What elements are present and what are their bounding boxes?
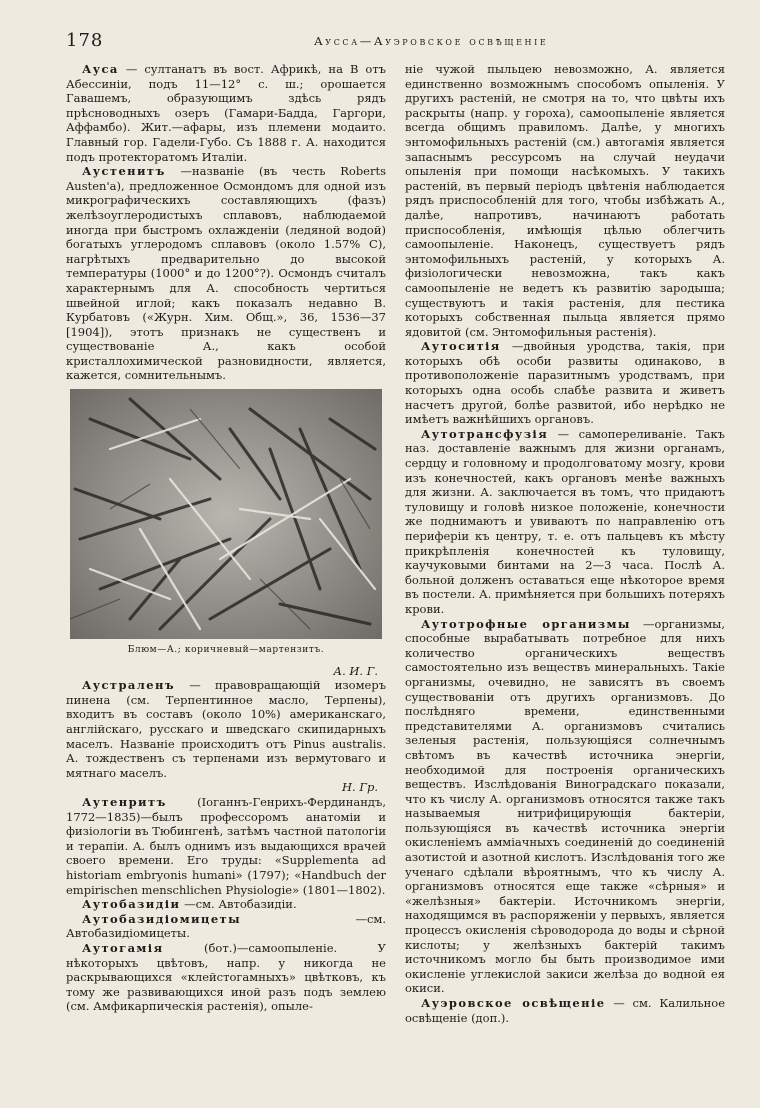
entry-autobazidii [66,897,386,912]
martensite-micrograph [70,389,382,639]
entry-autogamiya-continued: ніе чужой пыльцею невозможно, А. является единственно возможнымъ способомъ опыленія. У другихъ растеній, не смотря на то, что цвѣты ихъ раскрыты (напр. у гороха), самоопыленіе является всегда общимъ правиломъ. Далѣе, у многихъ энтомофильныхъ растеній (см.) автогамія является запаснымъ рессурсомъ на случай неудачи опыленія при помощи насѣкомыхъ. У такихъ растеній, въ первый періодъ цвѣтенія наблюдается рядъ приспособленій для того, чтобы избѣжать А., далѣе, напротивъ, начинаютъ работать приспособленія, имѣющія цѣлью облегчить самоопыленіе. Наконецъ, существуетъ рядъ энтомофильныхъ растеній, у которыхъ А. физіологически невозможна, такъ какъ самоопыленіе не ведетъ къ развитію зародыша; существуютъ и такія растенія, для пестика которыхъ собственная пыльца является прямо ядовитой (см. Энтомофильныя растенія). [405,62,725,339]
entry-autositiya [405,339,725,427]
entry-headword: Аутотрансфузія [421,426,549,441]
entry-auerovskoe [405,996,725,1025]
entry-headword: Аутенритъ [82,795,167,809]
running-head: Аусса—Ауэровское освѣщеніе [314,34,549,48]
entry-body: — султанатъ въ вост. Африкѣ, на В отъ Абессиніи, подъ 11—12° с. ш.; орошается Гавашемъ, образующимъ здѣсь рядъ прѣсноводныхъ озеръ (Гамари-Бадда, Гаргори, Аффамбо). Жит.—афары, изъ племени модаито. Главный гор. Гадели-Губо. Съ 1888 г. А. находится подъ протекторатомъ Италіи. [66,62,387,164]
page-header [66,26,716,56]
entry-autotrofnye [405,617,725,996]
entry-body: — самопереливаніе. Такъ наз. доставленіе важнымъ для жизни органамъ, сердцу и головному и продолговатому мозгу, крови изъ конечностей, какъ органовъ менѣе важныхъ для жизни. А. заключается въ томъ, что придаютъ туловищу и головѣ низкое положеніе, конечности же поднимаютъ и увиваютъ по направленію отъ периферіи къ центру, т. е. отъ пальцевъ къ мѣсту прикрѣпленія конечностей къ туловищу, каучуковыми бинтами на 2—3 часа. Послѣ А. больной долженъ оставаться еще нѣкоторое время въ постели. А. примѣняется при большихъ потеряхъ крови. [405,426,725,616]
entry-body: — см. Калильное освѣщеніе (доп.). [405,996,726,1025]
figure-caption: Блюм—А.; коричневый—мартензитъ. [127,645,325,656]
entry-headword: Аутобазидіи [82,897,181,912]
entry-body: —см. Автобазидіомицеты. [66,911,386,941]
entry-headword: Аутобазидіомицеты [82,911,242,926]
entry-australen-signature: Н. Гр. [342,780,378,795]
entry-ausa [66,62,386,164]
entry-headword: Аустраленъ [82,678,176,693]
entry-autenrit [66,795,386,897]
left-column [66,62,386,1014]
entry-headword: Ауэровское освѣщеніе [421,996,606,1010]
entry-autobazidiomicety [66,912,386,941]
entry-body: —двойныя уродства, такія, при которыхъ обѣ особи развиты одинаково, в противоположеніе паразитнымъ уродствамъ, при которыхъ одна особь слабѣе развита и живетъ насчетъ другой, болѣе развитой, ибо нерѣдко не имѣетъ важнѣйшихъ органовъ. [405,339,726,427]
entry-headword: Аутоситія [421,339,501,354]
right-column [405,62,725,1025]
entry-body: (Іоганнъ-Генрихъ-Фердинандъ, 1772—1835)—былъ профессоромъ анатоміи и физіологіи въ Тюбингенѣ, затѣмъ частной патологіи и терапіи. А. былъ однимъ изъ выдающихся врачей своего времени. Его труды: «Supplementa ad historiam embryonis humani» (1797); «Handbuch der empirischen menschlichen Physiologie» (1801—1802). [66,795,386,897]
entry-body: (бот.)—самоопыленіе. У нѣкоторыхъ цвѣтовъ, напр. у никогда не раскрывающихся «клейстогамныхъ» цвѣтковъ, къ тому же развивающихся иной разъ подъ землею (см. Амфикарпическія растенія), опыле- [66,940,386,1014]
entry-austenit-signature: А. И. Г. [333,663,378,678]
entry-austenit [66,164,386,383]
figure-martensite [66,389,386,658]
page-number: 178 [66,30,104,51]
entry-body: — правовращающій изомеръ пинена (см. Терпентинное масло, Терпены), входитъ въ составъ (около 10%) американскаго, англійскаго, русскаго и шведскаго скипидарныхъ маселъ. Названіе происходитъ отъ Pinus australis. А. тождественъ съ терпенами изъ вермутоваго и мятнаго маселъ. [66,678,387,780]
entry-headword: Аутогамія [82,940,164,955]
entry-headword: Аустенитъ [82,164,166,179]
entry-australen [66,678,386,780]
entry-body: —см. Автобазидіи. [184,897,297,912]
entry-body: —организмы, способные вырабатывать потребное для нихъ количество органическихъ веществъ самостоятельно изъ веществъ минеральныхъ. Такіе организмы, очевидно, не зависятъ въ своемъ существованіи отъ другихъ организмовъ. До послѣдняго времени, единственными представителями А. организмовъ считались зеленыя растенія, пользующіяся солнечнымъ свѣтомъ въ качествѣ источника энергіи, необходимой для построенія органическихъ веществъ. Изслѣдованія Виноградскаго показали, что къ числу А. организмовъ относятся также такъ называемыя нитрифицирующія бактеріи, пользующіяся въ качествѣ источника энергіи окисленіемъ амміачныхъ соединеній до соединеній азотистой и азотной кислотъ. Изслѣдованія того же ученаго сдѣлали вѣроятнымъ, что къ числу А. организмовъ относятся еще также «сѣрныя» и «желѣзныя» бактеріи. Источникомъ энергіи, находящимся въ распоряженіи у первыхъ, является процессъ окисленія сѣроводорода до воды и сѣрной кислоты; у желѣзныхъ бактерій такимъ источникомъ могло бы быть производимое ими окисленіе углекислой закиси желѣза до водной ея окиси. [405,616,725,996]
entry-autogamiya [66,941,386,1014]
entry-headword: Ауса [82,62,119,76]
entry-body: —названіе (въ честь Roberts Austen'а), предложенное Осмондомъ для одной изъ микрографическихъ составляющихъ (фазъ) желѣзоуглеродистыхъ сплавовъ, наблюдаемой иногда при быстромъ охлажденіи (ледяной водой) богатыхъ углеродомъ сплавовъ (около 1.57% С), нагрѣтыхъ предварительно до высокой температуры (1000° и до 1200°?). Осмондъ считалъ характернымъ для А. способность чертиться швейной иглой; какъ показалъ недавно В. Курбатовъ («Журн. Хим. Общ.», 36, 1536—37 [1904]), этотъ признакъ не существенъ и существованіе А., какъ особой кристаллохимической разновидности, является, кажется, сомнительнымъ. [66,164,387,383]
entry-headword: Аутотрофные организмы [421,616,631,631]
entry-autotransfuziya [405,427,725,617]
